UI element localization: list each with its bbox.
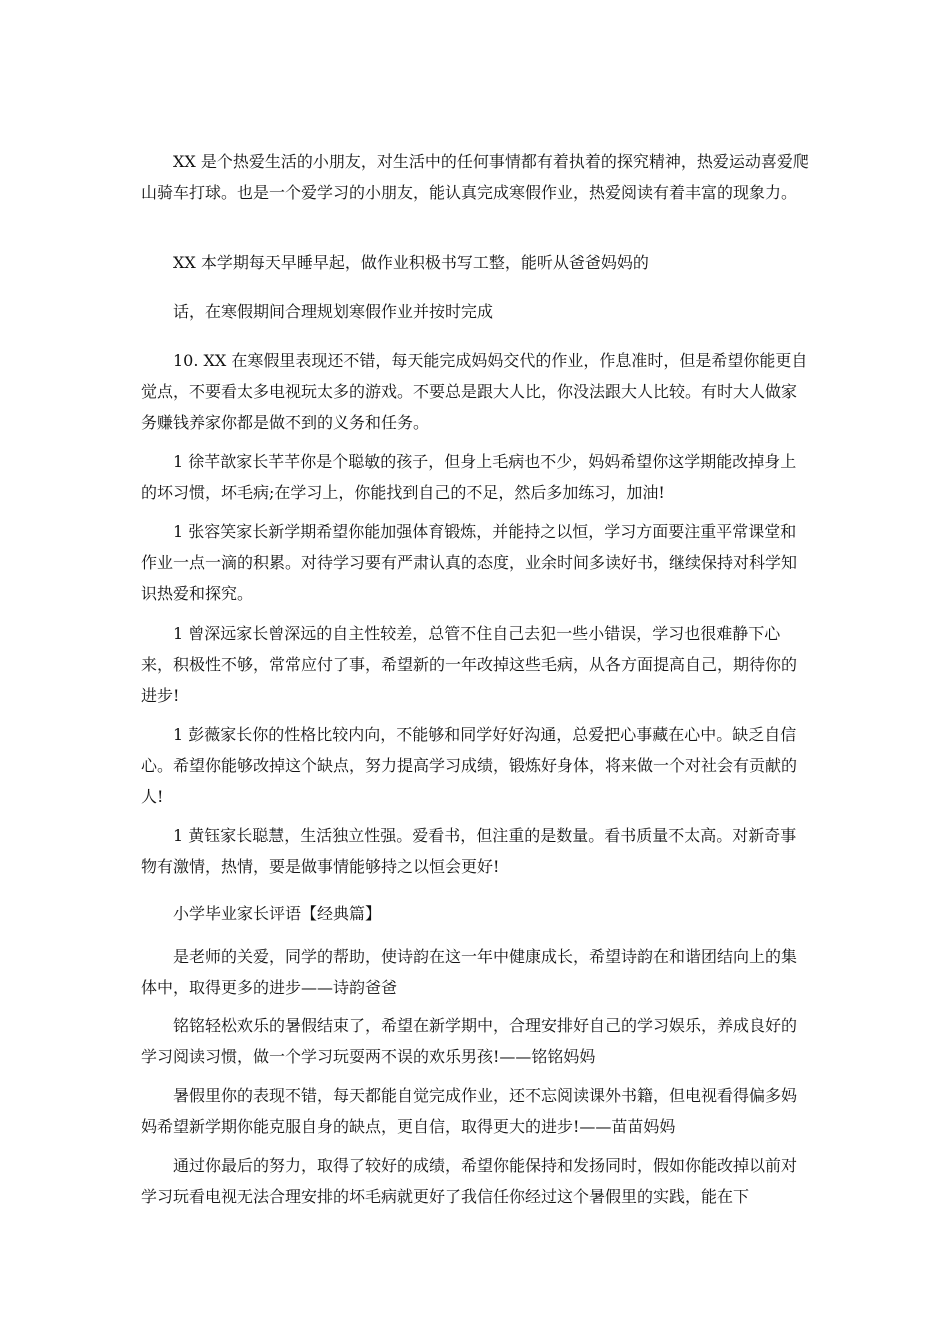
paragraph-8: 1 彭薇家长你的性格比较内向，不能够和同学好好沟通，总爱把心事藏在心中。缺乏自信心。希望你能够改掉这个缺点，努力提高学习成绩，锻炼好身体，将来做一个对社会有贡献的人!	[141, 725, 798, 806]
paragraph-1: XX 是个热爱生活的小朋友，对生活中的任何事情都有着执着的探究精神，热爱运动喜爱爬山骑车打球。也是一个爱学习的小朋友，能认真完成寒假作业，热爱阅读有着丰富的现象力。	[141, 152, 809, 202]
paragraph-13: 通过你最后的努力，取得了较好的成绩，希望你能保持和发扬同时，假如你能改掉以前对学习玩看电视无法合理安排的坏毛病就更好了我信任你经过这个暑假里的实践，能在下	[141, 1156, 798, 1206]
paragraph-4: 10. XX 在寒假里表现还不错，每天能完成妈妈交代的作业，作息准时，但是希望你能更自觉点，不要看太多电视玩太多的游戏。不要总是跟大人比，你没法跟大人比较。有时大人做家务赚钱养家你都是做不到的义务和任务。	[141, 351, 808, 432]
paragraph-5: 1 徐芊歆家长芊芊你是个聪敏的孩子，但身上毛病也不少，妈妈希望你这学期能改掉身上的坏习惯，坏毛病;在学习上，你能找到自己的不足，然后多加练习，加油!	[141, 452, 797, 502]
paragraph-10: 是老师的关爱，同学的帮助，使诗韵在这一年中健康成长，希望诗韵在和谐团结向上的集体中，取得更多的进步——诗韵爸爸	[141, 947, 798, 997]
paragraph-11: 铭铭轻松欢乐的暑假结束了，希望在新学期中，合理安排好自己的学习娱乐，养成良好的学习阅读习惯，做一个学习玩耍两不误的欢乐男孩!——铭铭妈妈	[141, 1016, 798, 1066]
paragraph-12: 暑假里你的表现不错，每天都能自觉完成作业，还不忘阅读课外书籍，但电视看得偏多妈妈希望新学期你能克服自身的缺点，更自信，取得更大的进步!——苗苗妈妈	[141, 1086, 798, 1136]
paragraph-9: 1 黄钰家长聪慧，生活独立性强。爱看书，但注重的是数量。看书质量不太高。对新奇事物有激情，热情，要是做事情能够持之以恒会更好!	[141, 826, 797, 876]
paragraph-2: XX 本学期每天早睡早起，做作业积极书写工整，能听从爸爸妈妈的	[173, 253, 649, 272]
paragraph-7: 1 曾深远家长曾深远的自主性较差，总管不住自己去犯一些小错误，学习也很难静下心来，积极性不够，常常应付了事，希望新的一年改掉这些毛病，从各方面提高自己，期待你的进步!	[141, 624, 798, 705]
section-heading: 小学毕业家长评语【经典篇】	[173, 904, 382, 923]
paragraph-6: 1 张容笑家长新学期希望你能加强体育锻炼，并能持之以恒，学习方面要注重平常课堂和作业一点一滴的积累。对待学习要有严肃认真的态度，业余时间多读好书，继续保持对科学知识热爱和探究。	[141, 522, 798, 603]
paragraph-3: 话，在寒假期间合理规划寒假作业并按时完成	[173, 302, 494, 321]
